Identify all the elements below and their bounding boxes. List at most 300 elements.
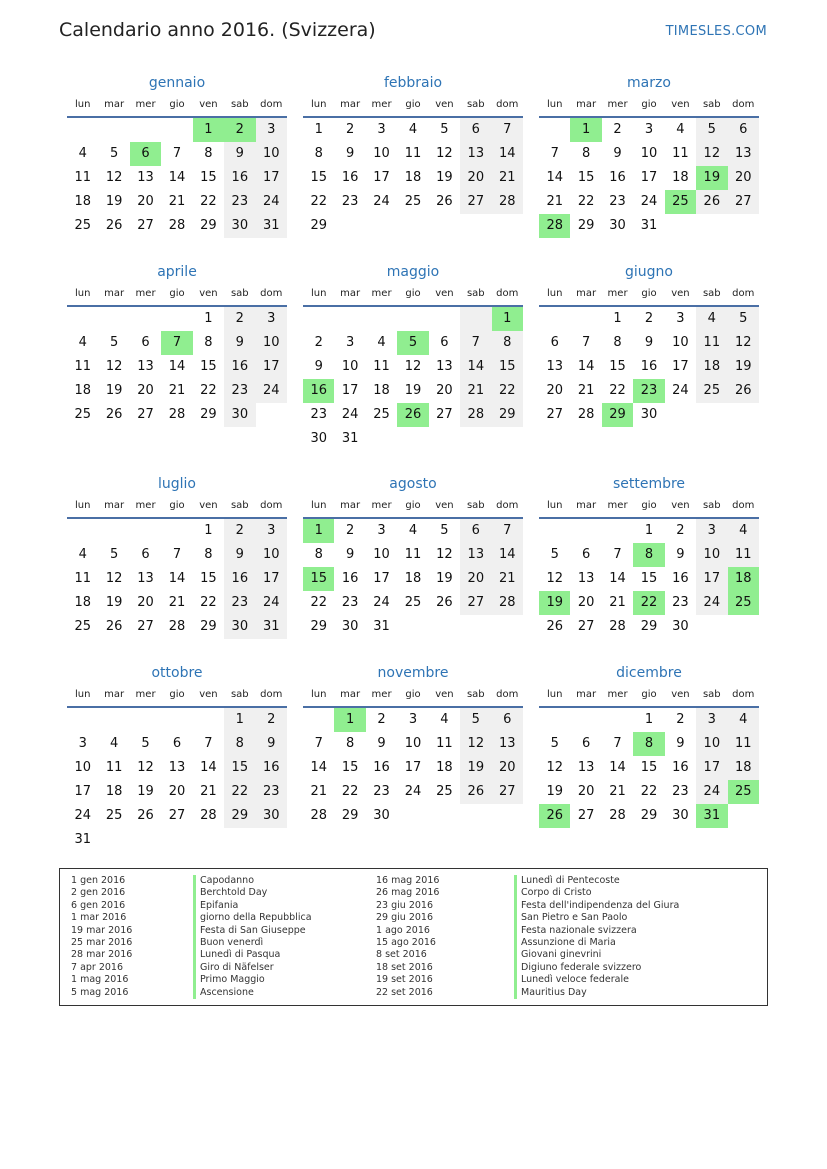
holiday-day-cell: 18 <box>728 567 759 591</box>
empty-cell <box>98 519 129 543</box>
holiday-date: 1 ago 2016 <box>376 924 430 936</box>
day-cell: 6 <box>141 547 150 562</box>
day-cell: 4 <box>377 335 386 350</box>
day-cell: 27 <box>137 619 154 634</box>
day-cell: 15 <box>310 170 327 185</box>
day-cell: 27 <box>137 218 154 233</box>
holiday-day-cell: 5 <box>397 331 428 355</box>
weekday-label: mar <box>576 99 597 110</box>
day-cell: 3 <box>345 335 355 350</box>
day-cell: 20 <box>728 166 759 190</box>
empty-cell <box>492 427 523 451</box>
day-cell: 15 <box>640 760 658 775</box>
day-cell: 4 <box>728 519 759 543</box>
weekday-label: lun <box>310 288 327 299</box>
day-cell: 28 <box>577 407 595 422</box>
day-cell: 4 <box>78 146 87 161</box>
empty-cell <box>665 403 696 427</box>
empty-cell <box>696 403 727 427</box>
weekday-label: gio <box>169 99 185 110</box>
weekday-label: mar <box>104 689 125 700</box>
day-cell: 29 <box>200 619 217 634</box>
month-aprile <box>67 261 287 427</box>
empty-cell <box>193 708 224 732</box>
weekday-label: sab <box>230 288 249 299</box>
day-cell: 3 <box>256 519 287 543</box>
holiday-day-cell: 22 <box>633 591 664 615</box>
weekday-label: dom <box>732 500 755 511</box>
day-cell: 1 <box>644 523 654 538</box>
day-cell: 30 <box>256 804 287 828</box>
day-cell: 11 <box>404 547 422 562</box>
month-febbraio <box>303 72 523 238</box>
day-cell: 14 <box>609 760 626 775</box>
month-name: novembre <box>377 665 449 681</box>
day-cell: 10 <box>373 547 390 562</box>
weekday-label: mar <box>576 689 597 700</box>
day-cell: 16 <box>373 760 390 775</box>
day-cell: 2 <box>224 519 255 543</box>
empty-cell <box>67 519 98 543</box>
empty-cell <box>492 804 523 828</box>
day-cell: 6 <box>550 335 559 350</box>
site-link[interactable]: TIMESLES.COM <box>665 24 767 39</box>
weekday-label: gio <box>405 99 421 110</box>
day-cell: 17 <box>373 170 390 185</box>
day-cell: 3 <box>256 307 287 331</box>
day-cell: 18 <box>696 355 727 379</box>
day-cell: 26 <box>436 194 453 209</box>
weekday-header <box>539 283 759 307</box>
weekday-label: gio <box>405 288 421 299</box>
day-cell: 20 <box>137 194 154 209</box>
day-cell: 14 <box>460 355 491 379</box>
day-grid <box>67 519 287 639</box>
day-cell: 10 <box>256 331 287 355</box>
day-cell: 25 <box>74 619 91 634</box>
day-cell: 28 <box>492 190 523 214</box>
day-cell: 24 <box>373 595 390 610</box>
weekday-label: dom <box>496 99 519 110</box>
day-cell: 27 <box>546 407 563 422</box>
weekday-label: mer <box>371 99 392 110</box>
month-name: maggio <box>386 264 440 280</box>
holiday-day-cell: 31 <box>696 804 727 828</box>
day-cell: 26 <box>436 595 453 610</box>
weekday-label: gio <box>169 288 185 299</box>
day-cell: 17 <box>404 760 422 775</box>
day-cell: 17 <box>373 571 390 586</box>
day-cell: 10 <box>696 732 727 756</box>
month-giugno <box>539 261 759 427</box>
day-cell: 23 <box>341 194 359 209</box>
empty-cell <box>130 307 161 331</box>
day-cell: 5 <box>440 122 449 137</box>
day-cell: 26 <box>460 780 491 804</box>
weekday-label: mer <box>607 288 628 299</box>
day-cell: 3 <box>78 736 87 751</box>
empty-cell <box>460 214 491 238</box>
day-cell: 30 <box>672 619 689 634</box>
holiday-day-cell: 2 <box>224 118 255 142</box>
holiday-names-col-1 <box>193 875 312 999</box>
day-cell: 8 <box>204 335 213 350</box>
day-cell: 7 <box>613 547 622 562</box>
holiday-name: Capodanno <box>193 875 312 887</box>
empty-cell <box>492 615 523 639</box>
day-cell: 30 <box>224 615 255 639</box>
day-cell: 23 <box>224 190 255 214</box>
weekday-label: dom <box>496 288 519 299</box>
weekday-label: mer <box>371 689 392 700</box>
day-cell: 18 <box>373 383 390 398</box>
holiday-day-cell: 16 <box>303 379 334 403</box>
day-cell: 29 <box>492 403 523 427</box>
day-cell: 11 <box>696 331 727 355</box>
day-cell: 1 <box>644 712 654 727</box>
day-grid <box>303 519 523 639</box>
weekday-header <box>67 684 287 708</box>
holiday-date: 1 mag 2016 <box>71 974 129 986</box>
weekday-label: sab <box>230 689 249 700</box>
day-cell: 13 <box>137 571 154 586</box>
weekday-label: gio <box>641 99 657 110</box>
empty-cell <box>539 519 570 543</box>
weekday-label: sab <box>466 288 485 299</box>
day-cell: 3 <box>408 712 418 727</box>
empty-cell <box>539 118 570 142</box>
empty-cell <box>161 519 192 543</box>
month-name: giugno <box>625 264 673 280</box>
empty-cell <box>397 804 428 828</box>
weekday-header <box>67 283 287 307</box>
empty-cell <box>161 307 192 331</box>
day-cell: 12 <box>728 331 759 355</box>
day-cell: 15 <box>609 359 626 374</box>
day-cell: 17 <box>74 784 91 799</box>
weekday-label: sab <box>466 500 485 511</box>
empty-cell <box>67 708 98 732</box>
day-cell: 12 <box>436 146 453 161</box>
holiday-day-cell: 15 <box>303 567 334 591</box>
day-cell: 18 <box>74 383 91 398</box>
empty-cell <box>366 307 397 331</box>
empty-cell <box>397 427 428 451</box>
day-cell: 22 <box>341 784 359 799</box>
holiday-day-cell: 1 <box>570 118 601 142</box>
weekday-header <box>303 283 523 307</box>
day-cell: 19 <box>728 355 759 379</box>
day-cell: 28 <box>168 407 186 422</box>
day-cell: 19 <box>436 170 453 185</box>
day-cell: 4 <box>696 307 727 331</box>
day-cell: 23 <box>256 780 287 804</box>
day-cell: 31 <box>256 615 287 639</box>
day-cell: 22 <box>577 194 595 209</box>
day-cell: 16 <box>672 571 689 586</box>
empty-cell <box>429 214 460 238</box>
day-cell: 22 <box>224 780 255 804</box>
weekday-label: mer <box>607 689 628 700</box>
day-cell: 27 <box>436 407 453 422</box>
weekday-label: mar <box>104 500 125 511</box>
empty-cell <box>460 307 491 331</box>
weekday-header <box>539 684 759 708</box>
day-cell: 25 <box>404 595 422 610</box>
day-cell: 28 <box>609 808 626 823</box>
day-cell: 12 <box>137 760 154 775</box>
day-cell: 26 <box>105 218 123 233</box>
day-cell: 18 <box>74 595 91 610</box>
day-cell: 7 <box>172 146 182 161</box>
month-name: agosto <box>389 476 437 492</box>
empty-cell <box>602 708 633 732</box>
day-cell: 23 <box>341 595 359 610</box>
day-cell: 15 <box>577 170 595 185</box>
weekday-label: dom <box>260 288 283 299</box>
day-cell: 21 <box>168 194 186 209</box>
day-cell: 14 <box>492 543 523 567</box>
day-cell: 27 <box>168 808 186 823</box>
weekday-label: sab <box>702 500 721 511</box>
day-cell: 2 <box>224 307 255 331</box>
day-cell: 22 <box>200 194 217 209</box>
day-cell: 21 <box>168 595 186 610</box>
weekday-label: ven <box>671 500 690 511</box>
day-cell: 10 <box>373 146 390 161</box>
day-cell: 30 <box>609 218 626 233</box>
weekday-label: dom <box>496 689 519 700</box>
day-cell: 8 <box>314 146 323 161</box>
day-cell: 18 <box>404 571 422 586</box>
day-cell: 16 <box>224 166 255 190</box>
day-cell: 9 <box>224 142 255 166</box>
day-cell: 10 <box>256 543 287 567</box>
day-cell: 22 <box>310 595 327 610</box>
empty-cell <box>130 828 161 852</box>
holiday-date: 22 set 2016 <box>376 986 433 998</box>
holiday-day-cell: 7 <box>161 331 192 355</box>
day-cell: 24 <box>404 784 422 799</box>
day-cell: 19 <box>105 595 123 610</box>
empty-cell <box>460 427 491 451</box>
weekday-label: dom <box>732 99 755 110</box>
weekday-label: sab <box>230 500 249 511</box>
day-grid <box>539 519 759 639</box>
day-cell: 6 <box>172 736 182 751</box>
day-cell: 30 <box>672 808 689 823</box>
holiday-date: 1 gen 2016 <box>71 875 126 886</box>
page-title: Calendario anno 2016. (Svizzera) <box>59 19 376 41</box>
day-cell: 3 <box>696 519 727 543</box>
day-cell: 10 <box>696 543 727 567</box>
empty-cell <box>539 708 570 732</box>
weekday-header <box>303 684 523 708</box>
day-cell: 2 <box>345 523 355 538</box>
day-cell: 11 <box>728 732 759 756</box>
day-cell: 10 <box>256 142 287 166</box>
weekday-label: gio <box>405 500 421 511</box>
day-cell: 9 <box>377 736 386 751</box>
empty-cell <box>98 307 129 331</box>
day-cell: 22 <box>200 383 217 398</box>
weekday-header <box>67 94 287 118</box>
day-cell: 24 <box>672 383 689 398</box>
weekday-label: mer <box>135 500 156 511</box>
day-cell: 10 <box>74 760 91 775</box>
empty-cell <box>728 804 759 828</box>
day-cell: 3 <box>377 523 386 538</box>
day-cell: 9 <box>676 547 685 562</box>
weekday-label: dom <box>732 689 755 700</box>
day-cell: 20 <box>577 784 595 799</box>
day-cell: 16 <box>672 760 689 775</box>
day-cell: 21 <box>200 784 217 799</box>
day-cell: 29 <box>200 218 217 233</box>
day-cell: 27 <box>137 407 154 422</box>
day-cell: 11 <box>728 543 759 567</box>
weekday-label: lun <box>546 500 563 511</box>
day-grid <box>303 118 523 238</box>
day-cell: 29 <box>577 218 595 233</box>
day-cell: 21 <box>460 379 491 403</box>
weekday-label: ven <box>435 500 454 511</box>
day-cell: 29 <box>640 619 658 634</box>
day-cell: 4 <box>440 712 449 727</box>
holiday-name: San Pietro e San Paolo <box>514 912 679 924</box>
day-cell: 13 <box>137 359 154 374</box>
day-cell: 16 <box>224 567 255 591</box>
day-cell: 25 <box>105 808 123 823</box>
day-cell: 16 <box>256 756 287 780</box>
day-cell: 27 <box>460 190 491 214</box>
day-cell: 26 <box>137 808 154 823</box>
day-cell: 2 <box>377 712 386 727</box>
weekday-header <box>539 495 759 519</box>
day-cell: 21 <box>310 784 327 799</box>
day-cell: 29 <box>310 218 327 233</box>
month-gennaio <box>67 72 287 238</box>
day-cell: 6 <box>141 335 150 350</box>
day-cell: 18 <box>105 784 123 799</box>
empty-cell <box>429 804 460 828</box>
weekday-label: sab <box>230 99 249 110</box>
day-cell: 5 <box>728 307 759 331</box>
holiday-date: 15 ago 2016 <box>376 937 436 949</box>
day-cell: 11 <box>404 146 422 161</box>
day-cell: 30 <box>224 214 255 238</box>
day-cell: 19 <box>546 784 563 799</box>
empty-cell <box>366 214 397 238</box>
weekday-label: mer <box>135 288 156 299</box>
weekday-label: ven <box>671 99 690 110</box>
day-cell: 21 <box>546 194 563 209</box>
weekday-label: dom <box>260 99 283 110</box>
day-cell: 25 <box>404 194 422 209</box>
day-cell: 7 <box>172 547 182 562</box>
day-cell: 24 <box>74 808 91 823</box>
day-cell: 28 <box>609 619 626 634</box>
weekday-label: ven <box>199 288 218 299</box>
day-cell: 21 <box>492 166 523 190</box>
holiday-date: 2 gen 2016 <box>71 887 126 899</box>
day-cell: 25 <box>436 784 453 799</box>
day-cell: 16 <box>640 359 658 374</box>
day-cell: 15 <box>492 355 523 379</box>
holiday-day-cell: 23 <box>633 379 664 403</box>
weekday-label: lun <box>310 500 327 511</box>
day-cell: 25 <box>696 379 727 403</box>
holiday-name: Corpo di Cristo <box>514 887 679 899</box>
day-cell: 11 <box>436 736 453 751</box>
empty-cell <box>665 214 696 238</box>
holiday-name: Epifania <box>193 900 312 912</box>
day-cell: 8 <box>314 547 323 562</box>
day-cell: 20 <box>546 383 563 398</box>
holiday-day-cell: 6 <box>130 142 161 166</box>
day-cell: 9 <box>256 732 287 756</box>
empty-cell <box>460 615 491 639</box>
day-cell: 17 <box>256 166 287 190</box>
empty-cell <box>161 118 192 142</box>
day-cell: 14 <box>168 170 186 185</box>
day-cell: 18 <box>436 760 453 775</box>
day-cell: 14 <box>200 760 217 775</box>
holiday-name: Lunedì di Pentecoste <box>514 875 679 887</box>
day-cell: 11 <box>74 571 91 586</box>
day-cell: 25 <box>74 407 91 422</box>
empty-cell <box>303 708 334 732</box>
day-cell: 4 <box>408 122 418 137</box>
day-cell: 4 <box>728 708 759 732</box>
weekday-label: lun <box>310 689 327 700</box>
day-cell: 2 <box>345 122 355 137</box>
day-cell: 18 <box>74 194 91 209</box>
day-cell: 9 <box>224 543 255 567</box>
weekday-label: mar <box>576 288 597 299</box>
holiday-name: Festa dell'indipendenza del Giura <box>514 900 679 912</box>
empty-cell <box>67 307 98 331</box>
day-cell: 6 <box>581 736 591 751</box>
day-cell: 12 <box>546 571 563 586</box>
weekday-label: lun <box>546 99 563 110</box>
day-grid <box>539 307 759 427</box>
day-cell: 12 <box>546 760 563 775</box>
day-cell: 2 <box>644 311 654 326</box>
weekday-label: gio <box>641 500 657 511</box>
day-cell: 6 <box>581 547 591 562</box>
holiday-dates-col-1 <box>71 875 132 999</box>
day-cell: 13 <box>577 571 595 586</box>
day-cell: 6 <box>492 708 523 732</box>
day-cell: 18 <box>672 170 689 185</box>
month-name: aprile <box>157 264 197 280</box>
day-cell: 30 <box>640 407 658 422</box>
weekday-label: dom <box>260 500 283 511</box>
day-grid <box>539 708 759 828</box>
holiday-date: 19 set 2016 <box>376 974 433 986</box>
day-cell: 9 <box>613 146 622 161</box>
day-cell: 2 <box>676 523 685 538</box>
empty-cell <box>728 403 759 427</box>
weekday-label: lun <box>74 288 91 299</box>
weekday-label: lun <box>310 99 327 110</box>
day-cell: 27 <box>492 780 523 804</box>
day-cell: 25 <box>373 407 390 422</box>
day-cell: 24 <box>696 780 727 804</box>
day-cell: 8 <box>581 146 591 161</box>
weekday-label: mar <box>104 99 125 110</box>
